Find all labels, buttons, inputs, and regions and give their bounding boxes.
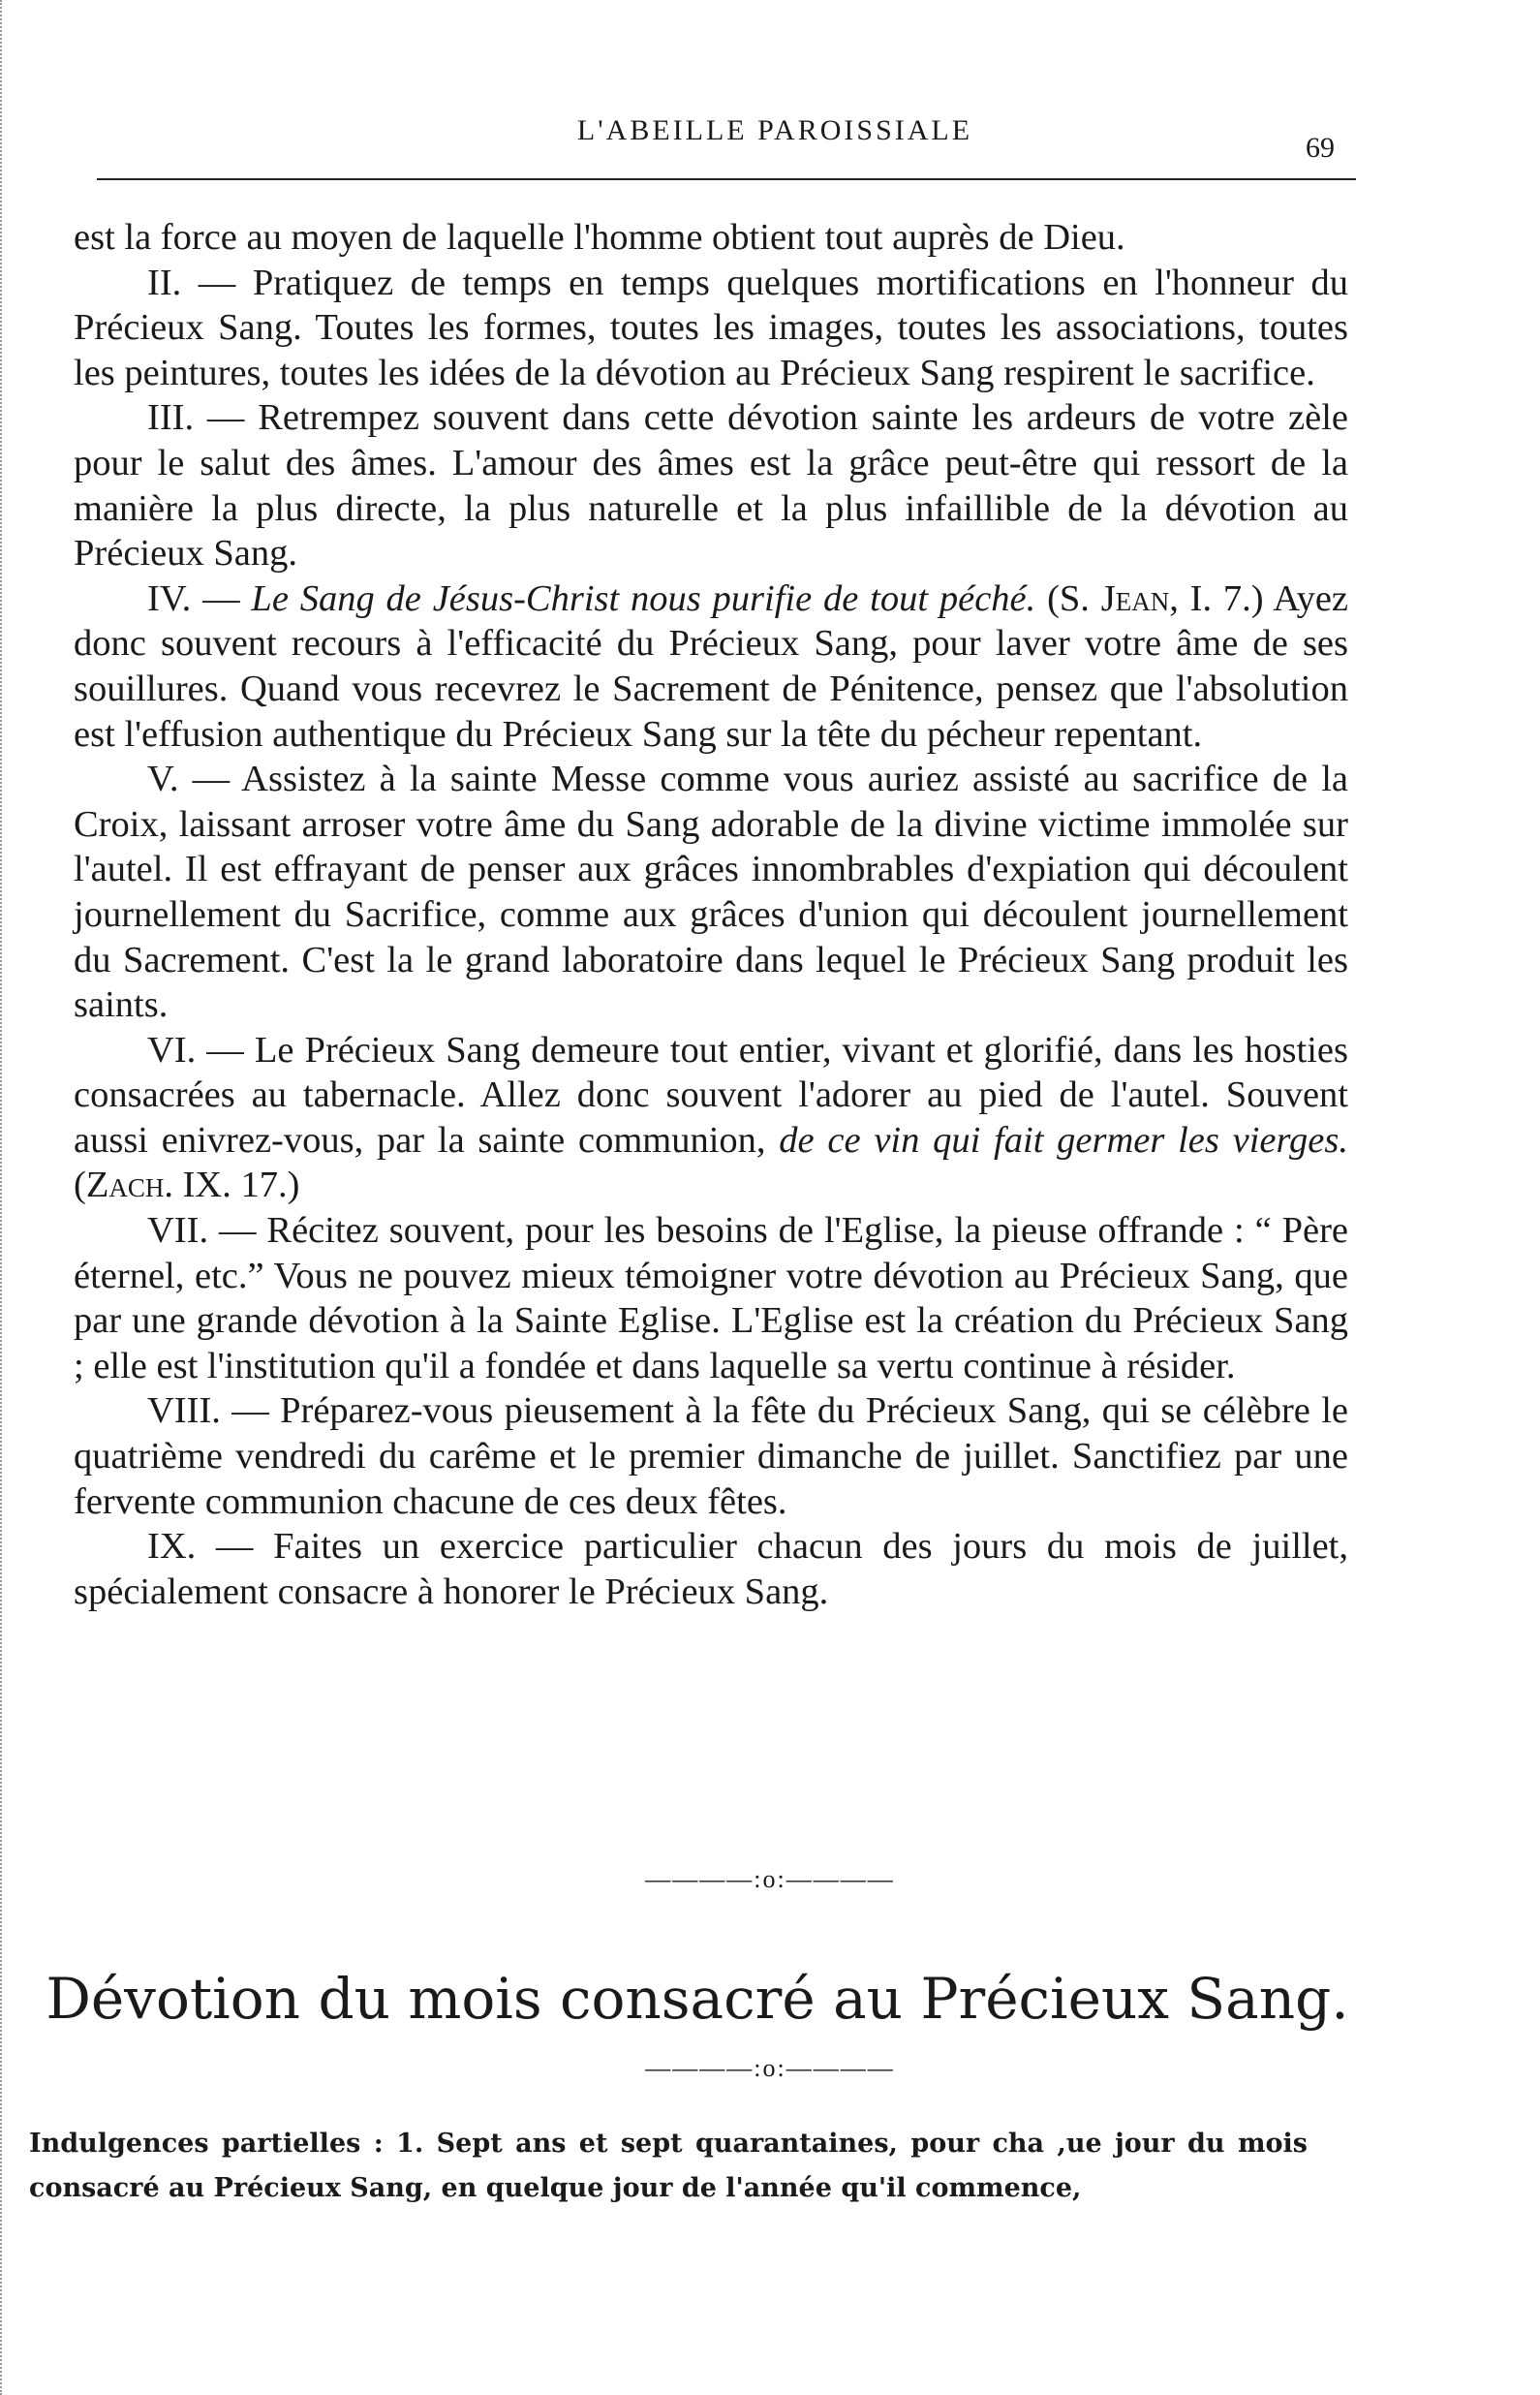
paragraph-continuation: est la force au moyen de laquelle l'homme obtient tout auprès de Dieu.	[74, 217, 1125, 258]
paragraph-vii: VII. — Récitez souvent, pour les besoins de l'Eglise, la pieuse offrande : “ Père éternel, etc.” Vous ne pouvez mieux témoigner votre dévotion au Précieux Sang, que par une grande dévotion à la Sainte Eglise. L'Eglise est la création du Précieux Sang ; elle est l'institution qu'il a fondée et dans laquelle sa vertu continue à résider.	[74, 1210, 1348, 1386]
scan-edge-shadow	[0, 0, 10, 2395]
separator-top: ————:o:————	[645, 1865, 895, 1893]
header-rule	[97, 178, 1356, 180]
paragraph-ix: IX. — Faites un exercice particulier chacun des jours du mois de juillet, spécialement consacre à honorer le Précieux Sang.	[74, 1526, 1348, 1612]
paragraph-viii: VIII. — Préparez-vous pieusement à la fête du Précieux Sang, qui se célèbre le quatrième vendredi du carême et le premier dimanche de juillet. Sanctifiez par une fervente communion chacune de ces deux fêtes.	[74, 1390, 1348, 1522]
paragraph-vi-reference: (Zach. IX. 17.)	[74, 1165, 300, 1206]
running-title: L'ABEILLE PAROISSIALE	[576, 114, 973, 146]
paragraph-iv-lead: IV. —	[147, 577, 252, 619]
paragraph-v: V. — Assistez à la sainte Messe comme vous auriez assisté au sacrifice de la Croix, laissant arroser votre âme du Sang adorable de la divine victime immolée sur l'autel. Il est effrayant de penser aux grâces innombrables d'expiation qui découlent journellement du Sacrifice, comme aux grâces d'union qui découlent journellement du Sacrement. C'est la le grand laboratoire dans lequel le Précieux Sang produit les saints.	[74, 759, 1348, 1026]
indulgence-paragraph	[29, 2122, 1308, 2211]
paragraph-vi-text: VI. — Le Précieux Sang demeure tout entier, vivant et glorifié, dans les hosties consacrées au tabernacle. Allez donc souvent l'adorer au pied de l'autel. Souvent aussi enivrez-vous, par la sainte communion,	[74, 1029, 1348, 1161]
section-title: Dévotion du mois consacré au Précieux Sang.	[46, 1965, 1349, 2032]
paragraph-vi	[74, 1028, 1348, 1208]
paragraph-iv-text: Ayez donc souvent recours à l'efficacité du Précieux Sang, pour laver votre âme de ses souillures. Quand vous recevrez le Sacrement de Pénitence, pensez que l'absolution est l'effusion authentique du Précieux Sang sur la tête du pécheur repentant.	[74, 577, 1348, 755]
separator-bottom: ————:o:————	[645, 2054, 895, 2082]
page-header	[0, 114, 1540, 172]
paragraph-iv	[74, 576, 1348, 757]
paragraph-iv-quote: Le Sang de Jésus-Christ nous purifie de tout péché.	[251, 577, 1036, 619]
paragraph-ii: II. — Pratiquez de temps en temps quelques mortifications en l'honneur du Précieux Sang. Toutes les formes, toutes les images, toutes les associations, toutes les peintures, toutes les idées de la dévotion au Précieux Sang respirent le sacrifice.	[74, 262, 1348, 393]
paragraph-iii: III. — Retrempez souvent dans cette dévotion sainte les ardeurs de votre zèle pour le salut des âmes. L'amour des âmes est la grâce peut-être qui ressort de la manière la plus directe, la plus naturelle et la plus infaillible de la dévotion au Précieux Sang.	[74, 397, 1348, 575]
body-text	[74, 215, 1348, 1614]
paragraph-iv-reference: (S. Jean, I. 7.)	[1035, 577, 1264, 619]
page-number: 69	[1306, 132, 1335, 164]
paragraph-vi-quote: de ce vin qui fait germer les vierges.	[779, 1119, 1349, 1161]
indulgence-text: Indulgences partielles : 1. Sept ans et sept quarantaines, pour cha ,ue jour du mois consacré au Précieux Sang, en quelque jour de l'année qu'il commence,	[29, 2129, 1308, 2203]
